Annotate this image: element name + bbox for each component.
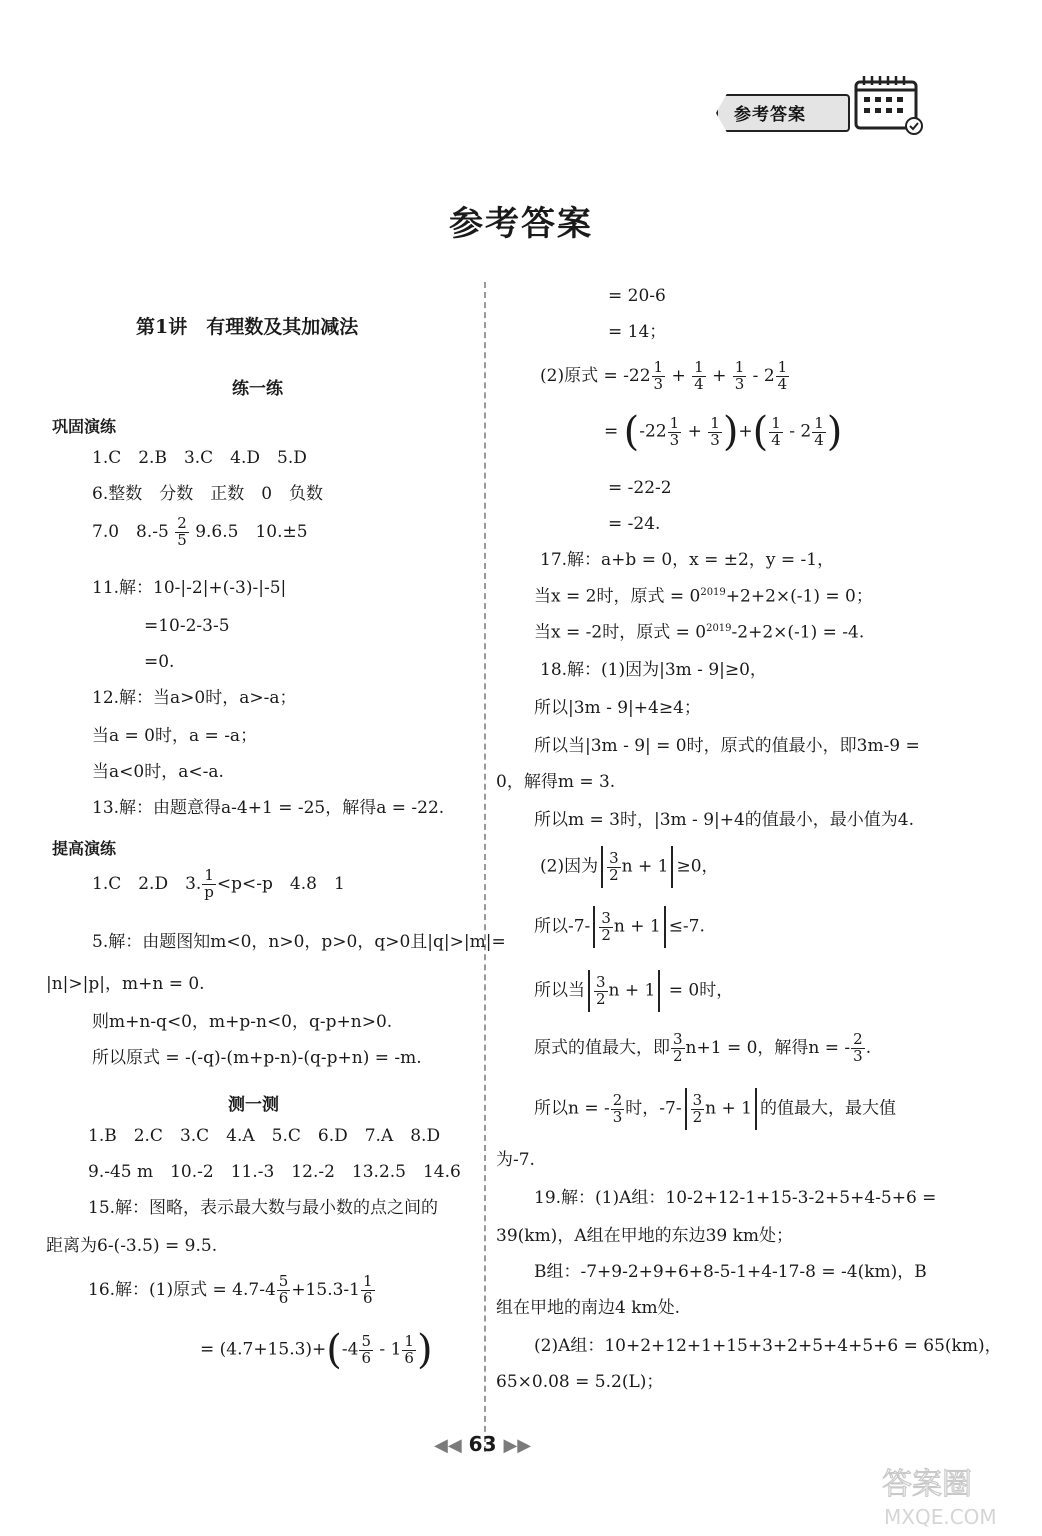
answer-line: = (4.7+15.3)+(-4 $\frac{5}{6}$ - 1 $\frac{1}{6}$ ) [200, 1327, 433, 1373]
watermark-text: 答案圈 [882, 1467, 972, 1502]
fraction: $\frac{1}{4}$ [814, 413, 824, 449]
answer-line: 65×0.08 = 5.2(L)； [496, 1372, 664, 1392]
section-heading-practice: 练一练 [232, 379, 283, 399]
next-arrows-icon: ▶▶ [503, 1435, 532, 1456]
fraction: $\frac{1}{3}$ [710, 413, 720, 449]
fraction: $\frac{1}{3}$ [653, 358, 664, 393]
fraction: $\frac{5}{6}$ [278, 1272, 289, 1307]
answer-line: = -24. [608, 514, 661, 534]
answer-line: = 20-6 [608, 286, 666, 306]
answer-line: 6.整数 分数 正数 0 负数 [92, 484, 324, 504]
answer-line: 15.解：图略，表示最大数与最小数的点之间的 [88, 1198, 439, 1218]
fraction: $\frac{1}{p}$ [204, 866, 214, 901]
answer-line: 1.B 2.C 3.C 4.A 5.C 6.D 7.A 8.D [88, 1126, 441, 1146]
answer-line: 所以原式 = -(-q)-(m+p-n)-(q-p+n) = -m. [92, 1048, 422, 1068]
section-badge-label: 参考答案 [734, 105, 806, 125]
lecture-heading: 第1讲 有理数及其加减法 [136, 316, 359, 338]
prev-arrows-icon: ◀◀ [434, 1435, 462, 1456]
answer-line: = (-22 $\frac{1}{3}$ + $\frac{1}{3}$ )+( $\frac{1}{4}$ - 2 $\frac{1}{4}$ ) [604, 409, 843, 455]
watermark-logo [872, 1460, 1032, 1530]
answer-line: 9.-45 m 10.-2 11.-3 12.-2 13.2.5 14.6 [88, 1162, 461, 1182]
answer-line: B组：-7+9-2+9+6+8-5-1+4-17-8 = -4(km)，B [534, 1262, 927, 1282]
fraction: $\frac{1}{4}$ [694, 358, 704, 393]
answer-line: 当a<0时，a<-a. [92, 762, 224, 782]
fraction: $\frac{1}{4}$ [777, 358, 788, 393]
answer-line: =0. [144, 652, 175, 672]
answer-line: 所以当|3m - 9| = 0时，原式的值最小，即3m-9 = [534, 736, 920, 756]
answer-line: 组在甲地的南边4 km处. [496, 1298, 681, 1318]
answer-line: 7.0 8.-5 $\frac{2}{5}$ 9.6.5 10.±5 [92, 514, 308, 549]
answer-line: 1.C 2.B 3.C 4.D 5.D [92, 448, 307, 468]
page-number: ◀◀ 63 ▶▶ [434, 1432, 532, 1456]
subsection-heading-improve: 提高演练 [52, 839, 117, 858]
page-title: 参考答案 [449, 204, 593, 244]
answer-line: 19.解：(1)A组：10-2+12-1+15-3-2+5+4-5+6 = [534, 1188, 937, 1208]
watermark-url: MXQE.COM [884, 1505, 997, 1529]
answer-line: 1.C 2.D 3. $\frac{1}{p}$ <p<-p 4.8 1 [92, 866, 345, 901]
answer-line: = 14； [608, 322, 667, 342]
answer-line: 所以当 $\frac{3}{2}$ n + 1 = 0时， [534, 970, 733, 1012]
fraction: $\frac{5}{6}$ [361, 1331, 372, 1367]
calendar-icon [852, 72, 924, 136]
answer-line: 0，解得m = 3. [496, 772, 616, 792]
answer-line: 5.解：由题图知m<0，n>0，p>0，q>0且|q|>|m|= [92, 932, 506, 952]
answer-line: 当x = 2时，原式 = $0^{2019}+2+2\times(-1) = 0$； [534, 586, 873, 607]
fraction: $\frac{3}{2}$ [596, 972, 606, 1008]
answer-line: 所以m = 3时，|3m - 9|+4的值最小，最小值为4. [534, 810, 915, 830]
answer-line: 16.解：(1)原式 = 4.7-4 $\frac{5}{6}$ +15.3-1 $\frac{1}{6}$ [88, 1272, 373, 1307]
section-heading-test: 测一测 [228, 1095, 279, 1115]
answer-line: =10-2-3-5 [144, 616, 230, 636]
answer-line: 则m+n-q<0，m+p-n<0，q-p+n>0. [92, 1012, 393, 1032]
answer-line: 17.解：a+b = 0，x = ±2，y = -1， [540, 550, 835, 570]
fraction: $\frac{1}{6}$ [362, 1272, 373, 1307]
answer-line: 原式的值最大，即 $\frac{3}{2}$ n+1 = 0，解得n = - $\frac{2}{3}$ . [534, 1030, 872, 1065]
fraction: $\frac{2}{5}$ [177, 514, 187, 549]
fraction: $\frac{2}{3}$ [853, 1030, 863, 1065]
answer-line: 39(km)，A组在甲地的东边39 km处； [496, 1226, 794, 1246]
fraction: $\frac{3}{2}$ [692, 1090, 703, 1126]
answer-line: 当a = 0时，a = -a； [92, 726, 258, 746]
answer-line: 所以n = - $\frac{2}{3}$ 时，-7- $\frac{3}{2}$ n + 1 的值最大，最大值 [534, 1088, 896, 1130]
answer-line: |n|>|p|，m+n = 0. [46, 974, 205, 994]
fraction: $\frac{3}{2}$ [609, 848, 619, 884]
fraction: $\frac{1}{3}$ [669, 413, 680, 449]
answer-line: 18.解：(1)因为|3m - 9|≥0， [540, 660, 767, 680]
answer-line: = -22-2 [608, 478, 672, 498]
answer-line: 13.解：由题意得a-4+1 = -25，解得a = -22. [92, 798, 445, 818]
column-divider [484, 282, 486, 1452]
fraction: $\frac{1}{6}$ [404, 1331, 414, 1367]
answer-line: (2)因为 $\frac{3}{2}$ n + 1 ≥0， [540, 846, 719, 888]
answer-line: (2)A组：10+2+12+1+15+3+2+5+4+5+6 = 65(km)， [534, 1336, 1002, 1356]
fraction: $\frac{1}{4}$ [771, 413, 781, 449]
answer-line: 所以|3m - 9|+4≥4； [534, 698, 701, 718]
answer-line: 为-7. [496, 1150, 535, 1170]
fraction: $\frac{2}{3}$ [612, 1090, 623, 1126]
answer-line: 所以-7- $\frac{3}{2}$ n + 1 ≤-7. [534, 906, 705, 948]
fraction: $\frac{1}{3}$ [734, 358, 745, 393]
answer-line: 距离为6-(-3.5) = 9.5. [46, 1236, 218, 1256]
answer-line: 12.解：当a>0时，a>-a； [92, 688, 297, 708]
subsection-heading-consolidate: 巩固演练 [52, 417, 117, 436]
answer-line: 11.解：10-|-2|+(-3)-|-5| [92, 578, 287, 598]
fraction: $\frac{3}{2}$ [601, 908, 611, 944]
fraction: $\frac{3}{2}$ [673, 1030, 683, 1065]
answer-line: 当x = -2时，原式 = $0^{2019}-2+2\times(-1) = -4$. [534, 622, 865, 643]
answer-line: (2)原式 = -22 $\frac{1}{3}$ + $\frac{1}{4}$ + $\frac{1}{3}$ - 2 $\frac{1}{4}$ [540, 358, 788, 393]
